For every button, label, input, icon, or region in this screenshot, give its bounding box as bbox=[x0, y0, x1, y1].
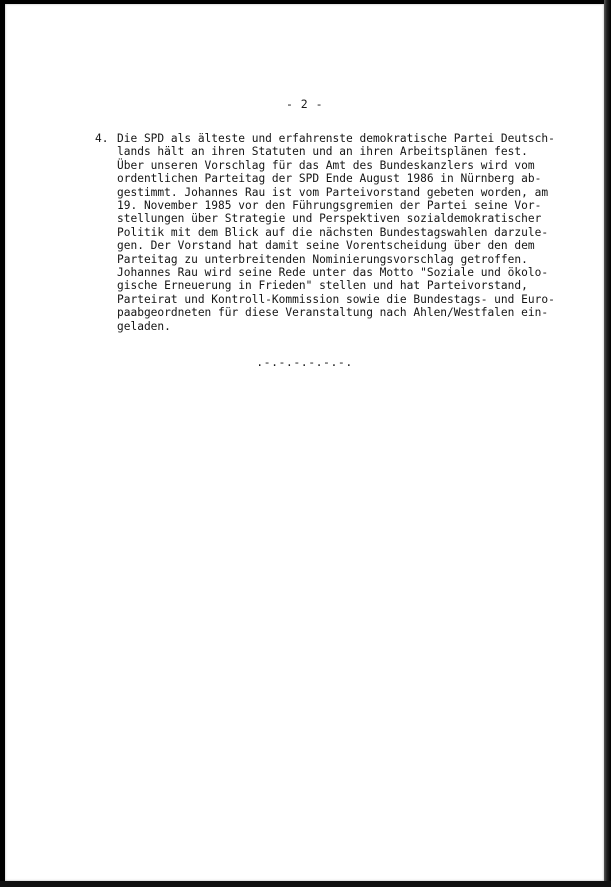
paragraph-line: gische Erneuerung in Frieden" stellen und hat Parteivorstand, bbox=[117, 279, 528, 293]
paragraph-line: Parteitag zu unterbreitenden Nominierungsvorschlag getroffen. bbox=[117, 252, 528, 266]
scan-edge-right bbox=[604, 0, 611, 887]
paragraph-line: Parteirat und Kontroll-Kommission sowie die Bundestags- und Euro- bbox=[117, 292, 555, 306]
paragraph-line: Über unseren Vorschlag für das Amt des Bundeskanzlers wird vom bbox=[117, 158, 535, 172]
page-number: - 2 - bbox=[285, 97, 324, 111]
paragraph-line: paabgeordneten für diese Veranstaltung nach Ahlen/Westfalen ein- bbox=[117, 306, 549, 320]
paragraph-line: Politik mit dem Blick auf die nächsten Bundestagswahlen darzule- bbox=[117, 225, 549, 239]
paragraph-number: 4. bbox=[95, 132, 109, 145]
end-separator: .-.-.-.-.-.-. bbox=[256, 355, 353, 369]
paragraph-line: Johannes Rau wird seine Rede unter das Motto "Soziale und ökolo- bbox=[117, 266, 549, 280]
paragraph-line: lands hält an ihren Statuten und an ihren Arbeitsplänen fest. bbox=[117, 145, 528, 159]
paragraph-body bbox=[117, 132, 577, 333]
document-page bbox=[5, 4, 604, 881]
paragraph-line: gen. Der Vorstand hat damit seine Vorentscheidung über den dem bbox=[117, 239, 535, 253]
paragraph-line: gestimmt. Johannes Rau ist vom Parteivorstand gebeten worden, am bbox=[117, 185, 549, 199]
paragraph-line: 19. November 1985 vor den Führungsgremien der Partei seine Vor- bbox=[117, 199, 542, 213]
paragraph-line: stellungen über Strategie und Perspektiven sozialdemokratischer bbox=[117, 212, 542, 226]
scan-edge-bottom bbox=[0, 881, 611, 887]
paragraph-line: Die SPD als älteste und erfahrenste demokratische Partei Deutsch- bbox=[117, 132, 555, 145]
paragraph-line: geladen. bbox=[117, 319, 171, 333]
paragraph-line: ordentlichen Parteitag der SPD Ende August 1986 in Nürnberg ab- bbox=[117, 172, 542, 186]
